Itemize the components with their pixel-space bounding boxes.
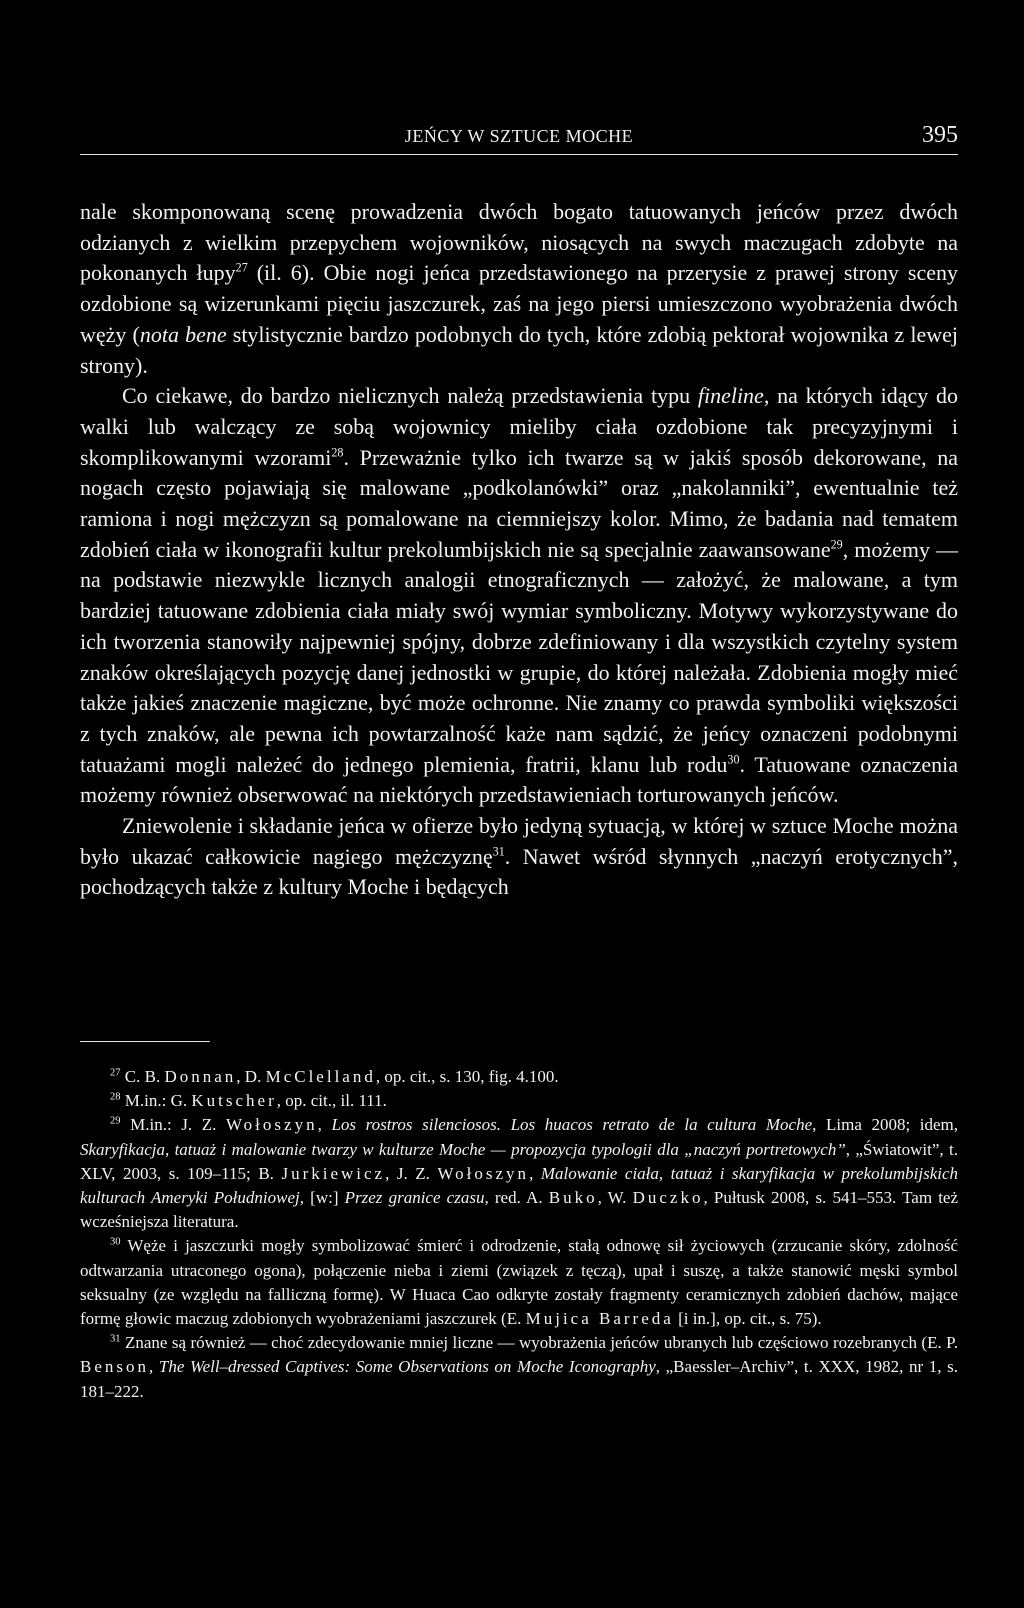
footnote-separator bbox=[80, 1041, 210, 1042]
running-title: JEŃCY W SZTUCE MOCHE bbox=[404, 126, 634, 146]
footnote-ref-27[interactable]: 27 bbox=[235, 261, 248, 276]
paragraph-3: Zniewolenie i składanie jeńca w ofierze było jedyną sytuacją, w której w sztuce Moche można było ukazać całkowicie nagiego mężczyznę$^{31}$. Nawet wśród słynnych „naczyń erotycznych”, pochodzących także z kultury Moche i będących bbox=[80, 813, 959, 900]
paragraph-2: Co ciekawe, do bardzo nielicznych należą przedstawienia typu fineline, na których idący do walki lub walczący ze sobą wojownicy mieliby ciała ozdobione tak precyzyjnymi i skomplikowanymi wzorami$^{28}$. Przeważnie tylko ich twarze są w jakiś sposób dekorowane, na nogach często pojawiają się malowane „podkolanówki” oraz „nakolanniki”, ewentualnie też ramiona i nogi mężczyzn są pomalowane na ciemniejszy kolor. Mimo, że badania nad tematem zdobień ciała w ikonografii kultur prekolumbijskich nie są specjalnie zaawansowane$^{29}$, możemy — na podstawie niezwykle licznych analogii etnograficznych — założyć, że malowane, a tym bardziej tatuowane zdobienia ciała miały swój wymiar symboliczny. Motywy wykorzystywane do ich tworzenia stanowiły najpewniej spójny, dobrze zdefiniowany i dla wszystkich czytelny system znaków określających pozycję danej jednostki w grupie, do której należała. Zdobienia mogły mieć także jakieś znaczenie magiczne, być może ochronne. Nie znamy co prawda symboliki większości z tych znaków, ale pewna ich powtarzalność każe nam sądzić, że jeńcy oznaczeni podobnymi tatuażami mogli należeć do jednego plemienia, fratrii, klanu lub rodu$^{30}$. Tatuowane oznaczenia możemy również obserwować na niektórych przedstawieniach torturowanych jeńców. bbox=[80, 383, 959, 808]
footnote-ref-30[interactable]: 30 bbox=[727, 752, 740, 767]
footnote-31: $^{31}$ Znane są również — choć zdecydowanie mniej liczne — wyobrażenia jeńców ubranych lub częściowo rozebranych (E. P. Benson, The Well–dressed Captives: Some Observations on Moche Iconography, „Baessler–Archiv”, t. XXX, 1982, nr 1, s. 181–222. bbox=[80, 1333, 959, 1401]
footnote-27: $^{27}$ C. B. Donnan, D. McClelland, op. cit., s. 130, fig. 4.100. bbox=[110, 1067, 559, 1086]
footnote-28: $^{28}$ M.in.: G. Kutscher, op. cit., il. 111. bbox=[110, 1091, 387, 1111]
footnote-ref-29[interactable]: 29 bbox=[830, 537, 843, 552]
footnote-ref-31[interactable]: 31 bbox=[492, 844, 505, 859]
footnote-ref-28[interactable]: 28 bbox=[331, 445, 344, 460]
paragraph-1: nale skomponowaną scenę prowadzenia dwóch bogato tatuowanych jeńców przez dwóch odzianych z wielkim przepychem wojowników, niosących na swych maczugach zdobyte na pokonanych łupy$^{27}$ (il. 6). Obie nogi jeńca przedstawionego na przerysie z prawej strony sceny ozdobione są wizerunkami pięciu jaszczurek, zaś na jego piersi umieszczono wyobrażenia dwóch węży (nota bene stylistycznie bardzo podobnych do tych, które zdobią pektorał wojownika z lewej strony). bbox=[80, 199, 958, 378]
footnote-30: $^{30}$ Węże i jaszczurki mogły symbolizować śmierć i odrodzenie, stałą odnowę sił życiowych (zrzucanie skóry, zdolność odtwarzania utraconego ogona), połączenie nieba i ziemi (związek z tęczą), upał i suszę, a także stanowić męski symbol seksualny (ze względu na falliczną formę). W Huaca Cao odkryte zostały fragmenty ceramicznych zdobień dachów, mające formę głowic maczug zdobionych wyobrażeniami jaszczurek (E. Mujica Barreda [i in.], op. cit., s. 75). bbox=[80, 1236, 958, 1329]
page-number: 395 bbox=[922, 122, 958, 148]
running-header bbox=[80, 122, 958, 155]
footnotes bbox=[80, 1065, 958, 1404]
main-text bbox=[80, 197, 958, 903]
footnote-29: $^{29}$ M.in.: J. Z. Wołoszyn, Los rostros silenciosos. Los huacos retrato de la cultura Moche, Lima 2008; idem, Skaryfikacja, tatuaż i malowanie twarzy w kulturze Moche — propozycja typologii dla „naczyń portretowych”, „Światowit”, t. XLV, 2003, s. 109–115; B. Jurkiewicz, J. Z. Wołoszyn, Malowanie ciała, tatuaż i skaryfikacja w prekolumbijskich kulturach Ameryki Południowej, [w:] Przez granice czasu, red. A. Buko, W. Duczko, Pułtusk 2008, s. 541–553. Tam też wcześniejsza literatura. bbox=[80, 1115, 959, 1232]
